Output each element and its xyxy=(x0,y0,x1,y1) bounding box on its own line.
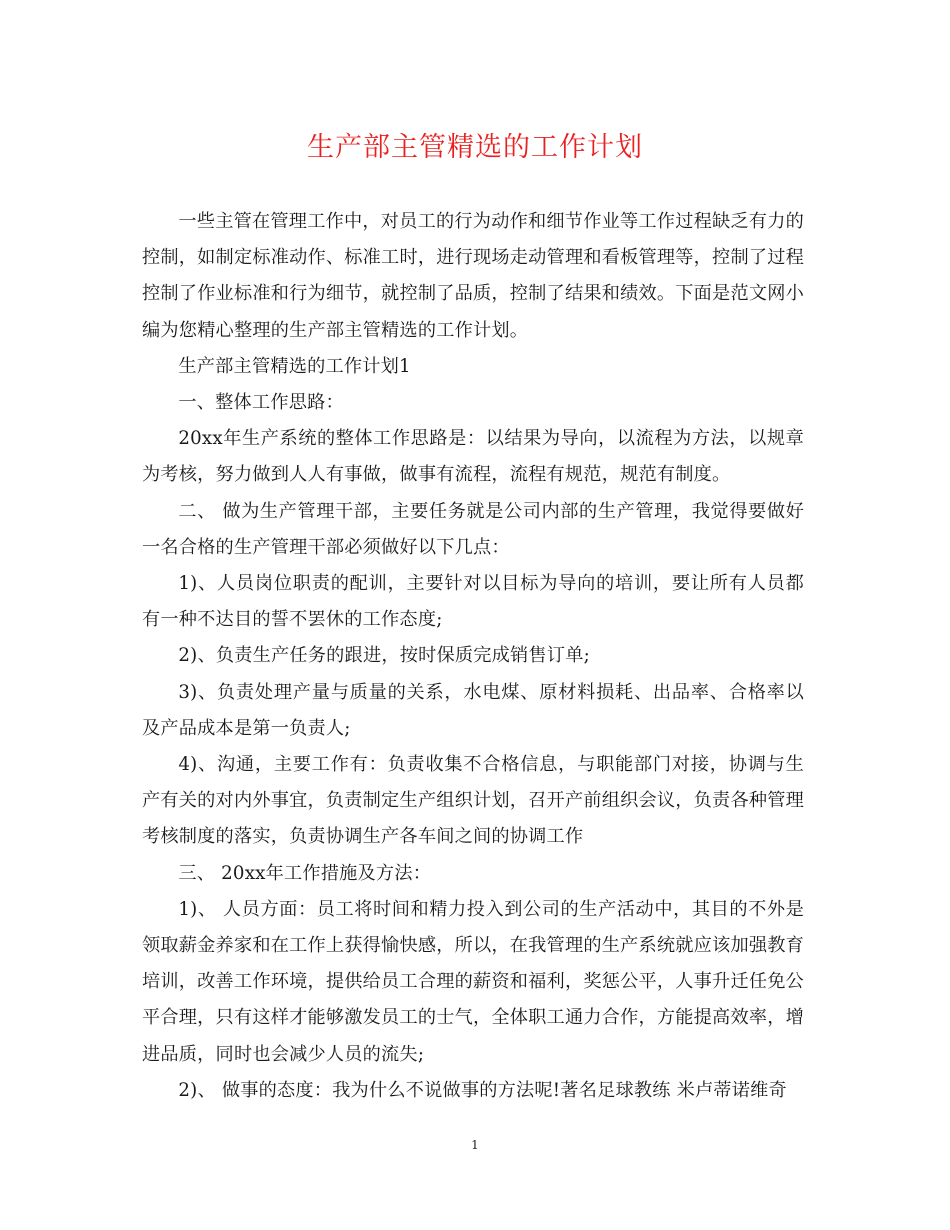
list-item: 4)、沟通，主要工作有：负责收集不合格信息，与职能部门对接，协调与生产有关的对内外事宜，负责制定生产组织计划，召开产前组织会议，负责各种管理考核制度的落实，负责协调生产各车间之间的协调工作 xyxy=(142,754,804,848)
list-item: 2)、 做事的态度：我为什么不说做事的方法呢!著名足球教练 米卢蒂诺维奇 xyxy=(178,1079,787,1101)
page-number: 1 xyxy=(471,1138,479,1152)
list-item: 3)、负责处理产量与质量的关系，水电煤、原材料损耗、出品率、合格率以及产品成本是第一负责人; xyxy=(142,681,804,739)
paragraph-management-duties: 二、 做为生产管理干部，主要任务就是公司内部的生产管理，我觉得要做好一名合格的生产管理干部必须做好以下几点： xyxy=(142,500,804,558)
document-title: 生产部主管精选的工作计划 xyxy=(307,132,643,163)
document-body xyxy=(142,204,804,1109)
section-heading: 生产部主管精选的工作计划1 xyxy=(178,355,411,377)
paragraph-intro: 一些主管在管理工作中，对员工的行为动作和细节作业等工作过程缺乏有力的控制，如制定标准动作、标准工时，进行现场走动管理和看板管理等，控制了过程控制了作业标准和行为细节，就控制了品质，控制了结果和绩效。下面是范文网小编为您精心整理的生产部主管精选的工作计划。 xyxy=(142,211,804,341)
list-item: 1)、 人员方面：员工将时间和精力投入到公司的生产活动中，其目的不外是领取薪金养家和在工作上获得愉快感，所以，在我管理的生产系统就应该加强教育培训，改善工作环境，提供给员工合理的薪资和福利，奖惩公平，人事升迁任免公平合理，只有这样才能够激发员工的士气，全体职工通力合作，方能提高效率，增进品质，同时也会减少人员的流失; xyxy=(142,898,804,1065)
paragraph-overall-approach: 20xx年生产系统的整体工作思路是：以结果为导向，以流程为方法，以规章为考核，努力做到人人有事做，做事有流程，流程有规范，规范有制度。 xyxy=(142,428,804,486)
list-item: 2)、负责生产任务的跟进，按时保质完成销售订单; xyxy=(178,645,590,667)
heading-measures: 三、 20xx年工作措施及方法： xyxy=(178,862,432,884)
list-item: 1)、人员岗位职责的配训，主要针对以目标为导向的培训，要让所有人员都有一种不达目的誓不罢休的工作态度; xyxy=(142,573,804,631)
heading-overall-approach: 一、整体工作思路： xyxy=(178,392,344,414)
